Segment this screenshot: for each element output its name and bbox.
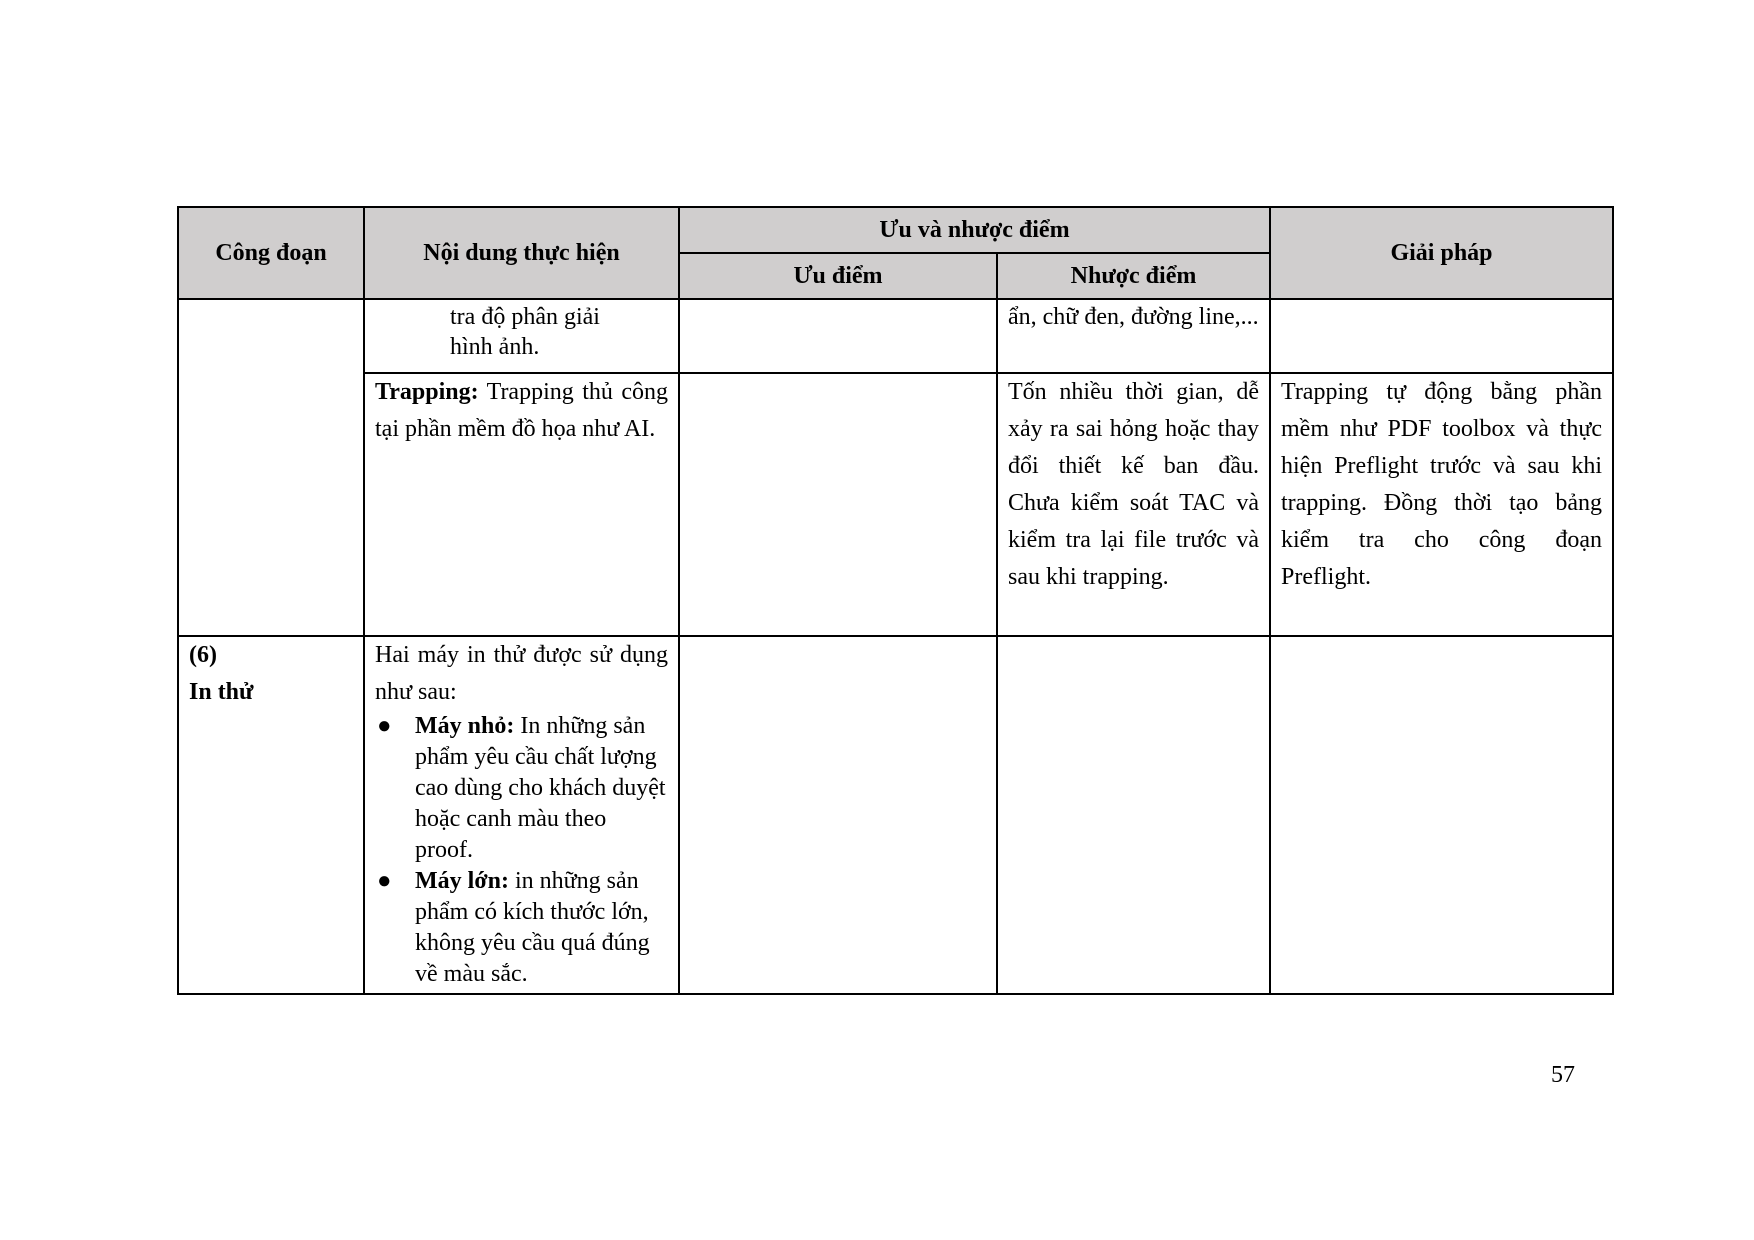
content-intro: Hai máy in thử được sử dụng như sau: [375,642,668,705]
page-number: 57 [1551,1062,1575,1088]
header-stage: Công đoạn [178,207,364,299]
header-content: Nội dung thực hiện [364,207,679,299]
list-item [377,866,668,990]
content-text: Trapping thủ công tại phần mềm đồ họa như AI. [375,379,668,442]
header-cons: Nhược điểm [997,253,1270,299]
cell-stage [178,299,364,636]
cell-content [364,636,679,994]
content-line: hình ảnh. [450,334,540,360]
cell-cons: Tốn nhiều thời gian, dễ xảy ra sai hỏng hoặc thay đổi thiết kế ban đầu. Chưa kiểm soát TAC và kiểm tra lại file trước và sau khi trapping. [997,373,1270,636]
cell-pros [679,299,997,373]
item-label: Máy lớn: [415,868,509,894]
cell-content [364,373,679,636]
cell-solution [1270,299,1613,373]
cell-stage [178,636,364,994]
content-line: tra độ phân giải [450,304,600,330]
cell-pros [679,636,997,994]
cell-solution [1270,636,1613,994]
stage-name: In thử [189,679,254,705]
item-label: Máy nhỏ: [415,713,515,739]
table-row [178,636,1613,994]
process-table [177,206,1614,995]
cell-pros [679,373,997,636]
cell-solution: Trapping tự động bằng phần mềm như PDF toolbox và thực hiện Preflight trước và sau khi trapping. Đồng thời tạo bảng kiểm tra cho công đoạn Preflight. [1270,373,1613,636]
bullet-icon: ● [377,868,392,894]
list-item [377,711,668,866]
header-pros-cons-group: Ưu và nhược điểm [679,207,1270,253]
content-label: Trapping: [375,379,479,405]
cell-content [364,299,679,373]
bullet-icon: ● [377,713,392,739]
table-row [178,373,1613,636]
cell-cons: ẩn, chữ đen, đường line,... [997,299,1270,373]
header-solution: Giải pháp [1270,207,1613,299]
stage-number: (6) [189,642,217,668]
cell-cons [997,636,1270,994]
bullet-list [375,711,668,990]
item-text: in những sản phẩm có kích thước lớn, không yêu cầu quá đúng về màu sắc. [415,868,650,987]
table-row [178,299,1613,373]
item-text: In những sản phẩm yêu cầu chất lượng cao dùng cho khách duyệt hoặc canh màu theo proof. [415,713,666,863]
header-row [178,207,1613,253]
header-pros: Ưu điểm [679,253,997,299]
